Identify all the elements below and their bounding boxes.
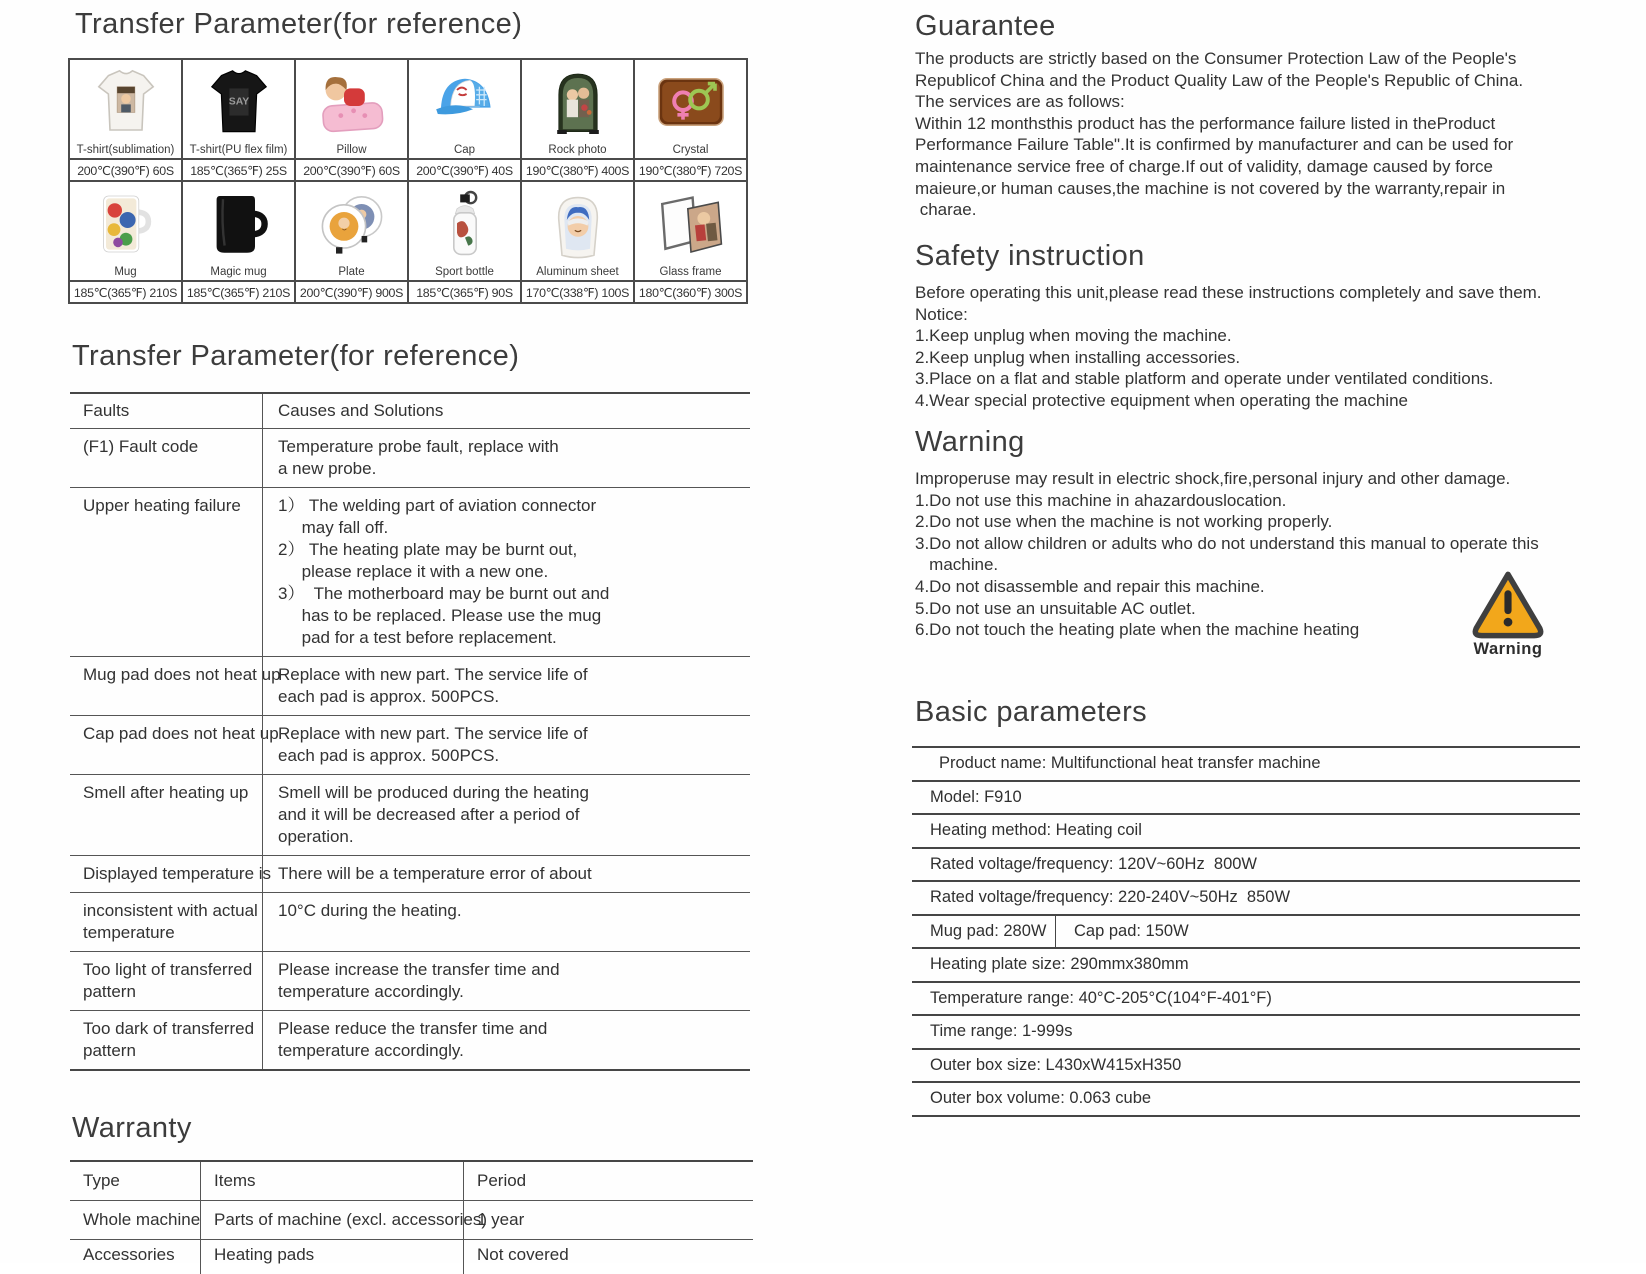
text-line: The services are as follows:: [915, 92, 1125, 112]
warranty-cell: Heating pads: [200, 1240, 463, 1274]
text-line: maieure,or human causes,the machine is not covered by the warranty,repair in: [915, 178, 1506, 198]
warranty-header-row: [70, 1162, 753, 1200]
text-line: 4.Wear special protective equipment when operating the machine: [915, 390, 1408, 410]
product-cell: [182, 181, 295, 281]
mug-pad-cell: Mug pad: 280W: [912, 916, 1056, 948]
warranty-header: Items: [200, 1162, 463, 1200]
faults-row: [70, 951, 750, 1010]
fault-cell: Too light of transferred pattern: [83, 960, 253, 1001]
faults-row: [70, 656, 750, 715]
safety-instruction-text: [915, 282, 1542, 412]
fault-cell: Cap pad does not heat up: [83, 724, 279, 743]
text-line: Improperuse may result in electric shock,fire,personal injury and other damage.: [915, 469, 1511, 488]
product-cell: [521, 59, 634, 159]
cap-icon: [409, 60, 520, 144]
faults-table: [70, 392, 750, 1071]
transfer-parameter-title-top: Transfer Parameter(for reference): [75, 8, 523, 40]
faults-header: Faults: [83, 401, 130, 420]
product-cell: [408, 181, 521, 281]
basic-row-split: [912, 914, 1580, 948]
faults-row: [70, 487, 750, 656]
product-temp: 185℃(365℉) 25S: [182, 159, 295, 181]
basic-parameters-table: [912, 746, 1580, 1117]
faults-row: [70, 1010, 750, 1069]
glass-frame-icon: [635, 182, 746, 266]
transfer-parameter-grid: [68, 58, 748, 304]
product-label: Mug: [114, 266, 137, 278]
product-label: Rock photo: [548, 144, 607, 156]
warranty-row: [70, 1239, 753, 1264]
product-temp: 200℃(390℉) 900S: [295, 281, 408, 303]
text-line: 4.Do not disassemble and repair this machine.: [915, 576, 1265, 596]
sport-bottle-icon: [409, 182, 520, 266]
mug-icon: [70, 182, 181, 266]
text-line: 5.Do not use an unsuitable AC outlet.: [915, 598, 1196, 618]
product-cell: [634, 59, 747, 159]
plate-icon: [296, 182, 407, 266]
faults-row: [70, 715, 750, 774]
product-label: Magic mug: [210, 266, 267, 278]
product-label: T-shirt(PU flex film): [189, 144, 288, 156]
fault-cell: (F1) Fault code: [83, 437, 199, 456]
warranty-cell: Whole machine: [83, 1210, 201, 1229]
warning-text: [915, 468, 1539, 641]
product-cell: [634, 181, 747, 281]
text-line: Performance Failure Table".It is confirmed by manufacturer and can be used for: [915, 135, 1514, 155]
svg-text:SAY: SAY: [228, 96, 249, 108]
faults-header-row: [70, 394, 750, 428]
text-line: 1.Keep unplug when moving the machine.: [915, 326, 1232, 346]
text-line: 3.Do not allow children or adults who do not understand this manual to operate this: [915, 533, 1539, 553]
faults-row: [70, 428, 750, 487]
warranty-cell: 1 year: [463, 1201, 753, 1239]
text-line: Republicof China and the Product Quality Law of the People's Republic of China.: [915, 70, 1524, 90]
text-line: charae.: [915, 200, 977, 220]
solution-cell: Replace with new part. The service life of each pad is approx. 500PCS.: [262, 657, 750, 715]
solution-cell: Please reduce the transfer time and temperature accordingly.: [262, 1011, 750, 1069]
text-line: machine.: [915, 555, 999, 575]
basic-row: Rated voltage/frequency: 120V~60Hz 800W: [912, 847, 1580, 881]
warranty-header: Period: [463, 1162, 753, 1200]
magic-mug-icon: [183, 182, 294, 266]
warning-title: Warning: [915, 426, 1025, 458]
product-temp: 170℃(338℉) 100S: [521, 281, 634, 303]
warranty-header: Type: [83, 1171, 120, 1190]
product-label: Cap: [453, 144, 476, 156]
warning-icon-label: Warning: [1473, 640, 1543, 658]
faults-row: [70, 855, 750, 892]
text-line: 1.Do not use this machine in ahazardouslocation.: [915, 490, 1287, 510]
solution-cell: Replace with new part. The service life of each pad is approx. 500PCS.: [262, 716, 750, 774]
basic-row: Product name: Multifunctional heat transfer machine: [912, 746, 1580, 780]
product-label: Sport bottle: [435, 266, 494, 278]
product-temp: 200℃(390℉) 60S: [69, 159, 182, 181]
warning-triangle-icon: [1460, 568, 1556, 659]
pillow-icon: [296, 60, 407, 144]
solution-cell: Temperature probe fault, replace with a new probe.: [262, 429, 750, 487]
product-temp: 180℃(360℉) 300S: [634, 281, 747, 303]
text-line: 2.Do not use when the machine is not working properly.: [915, 512, 1333, 532]
basic-row: Rated voltage/frequency: 220-240V~50Hz 850W: [912, 880, 1580, 914]
solution-cell: 1） The welding part of aviation connector may fall off. 2） The heating plate may be burnt out, please replace it with a new one. 3） The motherboard may be burnt out and has to be replaced. Please use the mug pad for a test before replacement.: [262, 488, 750, 656]
text-line: The products are strictly based on the Consumer Protection Law of the People's: [915, 49, 1517, 68]
warranty-row: [70, 1200, 753, 1239]
fault-cell: Mug pad does not heat up: [83, 665, 281, 684]
basic-row: Outer box volume: 0.063 cube: [912, 1081, 1580, 1115]
product-label: Crystal: [672, 144, 709, 156]
solution-cell: 10°C during the heating.: [262, 893, 750, 951]
product-temp: 200℃(390℉) 60S: [295, 159, 408, 181]
fault-cell: inconsistent with actual temperature: [83, 901, 258, 942]
warranty-cell: Not covered: [463, 1240, 753, 1274]
fault-cell: Upper heating failure: [83, 496, 241, 515]
product-label: Plate: [338, 266, 365, 278]
text-line: Notice:: [915, 304, 968, 324]
product-temp: 185℃(365℉) 210S: [182, 281, 295, 303]
cap-pad-cell: Cap pad: 150W: [1074, 921, 1189, 940]
product-temp: 200℃(390℉) 40S: [408, 159, 521, 181]
warranty-cell: Parts of machine (excl. accessories): [200, 1201, 463, 1239]
basic-parameters-title: Basic parameters: [915, 696, 1148, 728]
faults-row: [70, 774, 750, 855]
product-temp: 185℃(365℉) 90S: [408, 281, 521, 303]
crystal-icon: [635, 60, 746, 144]
fault-cell: Smell after heating up: [83, 783, 249, 802]
basic-row: Outer box size: L430xW415xH350: [912, 1048, 1580, 1082]
product-cell: [295, 59, 408, 159]
aluminum-sheet-icon: [522, 182, 633, 266]
text-line: 6.Do not touch the heating plate when the machine heating: [915, 620, 1360, 640]
product-temp: 185℃(365℉) 210S: [69, 281, 182, 303]
basic-row: Heating plate size: 290mmx380mm: [912, 947, 1580, 981]
solution-cell: Smell will be produced during the heating and it will be decreased after a period of operation.: [262, 775, 750, 855]
warranty-table: [70, 1160, 753, 1264]
product-temp: 190℃(380℉) 400S: [521, 159, 634, 181]
product-cell: [521, 181, 634, 281]
basic-row: Heating method: Heating coil: [912, 813, 1580, 847]
basic-row: Model: F910: [912, 780, 1580, 814]
basic-row: Time range: 1-999s: [912, 1014, 1580, 1048]
product-label: Pillow: [336, 144, 367, 156]
product-label: T-shirt(sublimation): [76, 144, 175, 156]
basic-row: Temperature range: 40°C-205°C(104°F-401°F): [912, 981, 1580, 1015]
text-line: Before operating this unit,please read these instructions completely and save them.: [915, 283, 1542, 302]
safety-instruction-title: Safety instruction: [915, 240, 1145, 272]
rock-photo-icon: [522, 60, 633, 144]
transfer-parameter-title-table: Transfer Parameter(for reference): [72, 340, 520, 372]
text-line: Within 12 monthsthis product has the performance failure listed in theProduct: [915, 113, 1496, 133]
causes-header: Causes and Solutions: [262, 394, 750, 428]
warranty-title: Warranty: [72, 1112, 192, 1144]
text-line: 2.Keep unplug when installing accessories.: [915, 347, 1241, 367]
warranty-cell: Accessories: [83, 1245, 175, 1264]
product-cell: [408, 59, 521, 159]
faults-row: [70, 892, 750, 951]
guarantee-text: [915, 48, 1523, 221]
tshirt-sublimation-icon: [70, 60, 181, 144]
text-line: 3.Place on a flat and stable platform and operate under ventilated conditions.: [915, 369, 1494, 389]
solution-cell: Please increase the transfer time and temperature accordingly.: [262, 952, 750, 1010]
solution-cell: There will be a temperature error of about: [262, 856, 750, 892]
tshirt-flex-icon: [183, 60, 294, 144]
fault-cell: Displayed temperature is: [83, 864, 272, 883]
product-label: Aluminum sheet: [536, 266, 619, 278]
product-cell: [182, 59, 295, 159]
fault-cell: Too dark of transferred pattern: [83, 1019, 255, 1060]
product-cell: [69, 181, 182, 281]
guarantee-title: Guarantee: [915, 10, 1056, 42]
product-label: Glass frame: [659, 266, 722, 278]
text-line: maintenance service free of charge.If out of validity, damage caused by force: [915, 156, 1493, 176]
product-cell: [69, 59, 182, 159]
product-temp: 190℃(380℉) 720S: [634, 159, 747, 181]
product-cell: [295, 181, 408, 281]
